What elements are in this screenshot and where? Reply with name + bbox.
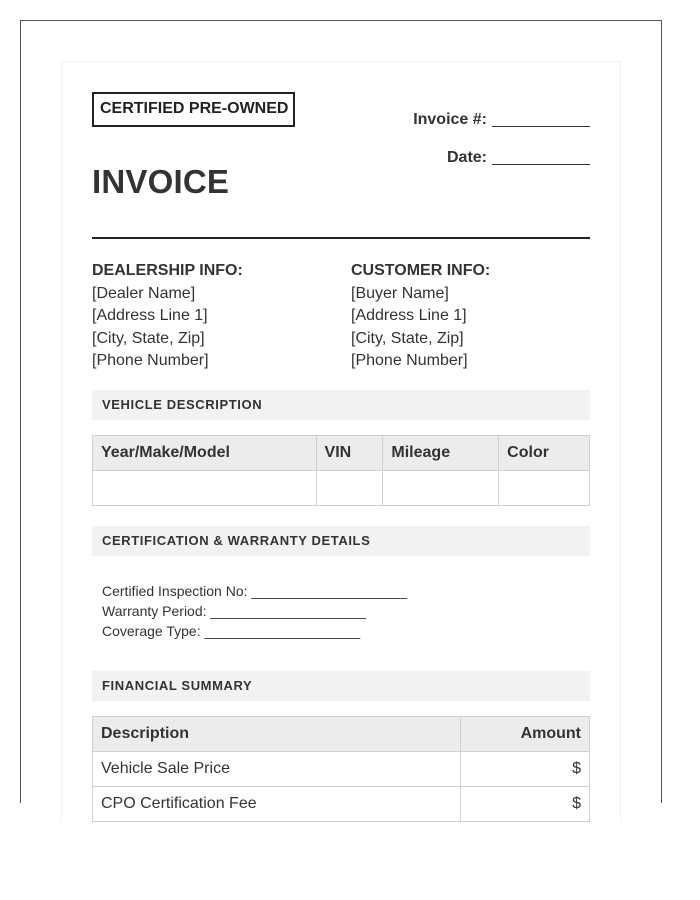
column-vin: VIN [316, 436, 383, 471]
dealer-phone: [Phone Number] [92, 352, 209, 369]
row-amount: $ [461, 752, 590, 787]
certification-warranty-header: CERTIFICATION & WARRANTY DETAILS [92, 526, 590, 556]
invoice-number-blank [492, 110, 590, 127]
invoice-title: INVOICE [92, 163, 230, 200]
row-description: CPO Certification Fee [93, 787, 461, 822]
document-frame [20, 20, 662, 812]
dealer-city-state-zip: [City, State, Zip] [92, 329, 205, 347]
financial-summary-header: FINANCIAL SUMMARY [92, 671, 590, 701]
date-field [447, 148, 590, 167]
column-mileage: Mileage [383, 436, 499, 471]
invoice-number-label: Invoice #: [413, 111, 487, 128]
column-year-make-model: Year/Make/Model [93, 436, 317, 471]
date-label: Date: [446, 149, 487, 166]
row-description: Vehicle Sale Price [93, 752, 461, 787]
vehicle-table [92, 435, 590, 506]
warranty-period: Warranty Period: ____________________ [102, 603, 367, 619]
column-description: Description [93, 717, 461, 752]
table-row [93, 787, 590, 822]
cell-vin [316, 471, 383, 506]
column-color: Color [499, 436, 590, 471]
buyer-name: [Buyer Name] [351, 284, 449, 302]
vehicle-table-header [93, 436, 590, 471]
vehicle-description-header: VEHICLE DESCRIPTION [92, 390, 590, 420]
customer-heading: CUSTOMER INFO: [351, 262, 491, 279]
table-row [93, 752, 590, 787]
certified-inspection-no: Certified Inspection No: ____________________ [102, 583, 408, 599]
dealership-heading: DEALERSHIP INFO: [92, 262, 243, 279]
coverage-type: Coverage Type: ____________________ [102, 623, 361, 639]
buyer-phone: [Phone Number] [351, 352, 468, 369]
invoice-page [61, 61, 621, 822]
dealership-info [92, 260, 243, 373]
table-row [93, 471, 590, 506]
cell-mileage [383, 471, 499, 506]
header-divider [92, 237, 590, 239]
column-amount: Amount [461, 717, 590, 752]
row-amount: $ [461, 787, 590, 822]
cell-color [499, 471, 590, 506]
customer-info [351, 260, 490, 373]
date-blank [492, 148, 590, 165]
cell-year-make-model [93, 471, 317, 506]
financial-table-header [93, 717, 590, 752]
invoice-number-field [413, 110, 590, 129]
dealer-address: [Address Line 1] [92, 307, 208, 324]
dealer-name: [Dealer Name] [92, 284, 196, 302]
certified-badge: CERTIFIED PRE-OWNED [92, 92, 295, 127]
buyer-city-state-zip: [City, State, Zip] [351, 329, 464, 347]
buyer-address: [Address Line 1] [351, 307, 467, 324]
financial-table [92, 716, 590, 822]
certification-fields [102, 581, 407, 641]
